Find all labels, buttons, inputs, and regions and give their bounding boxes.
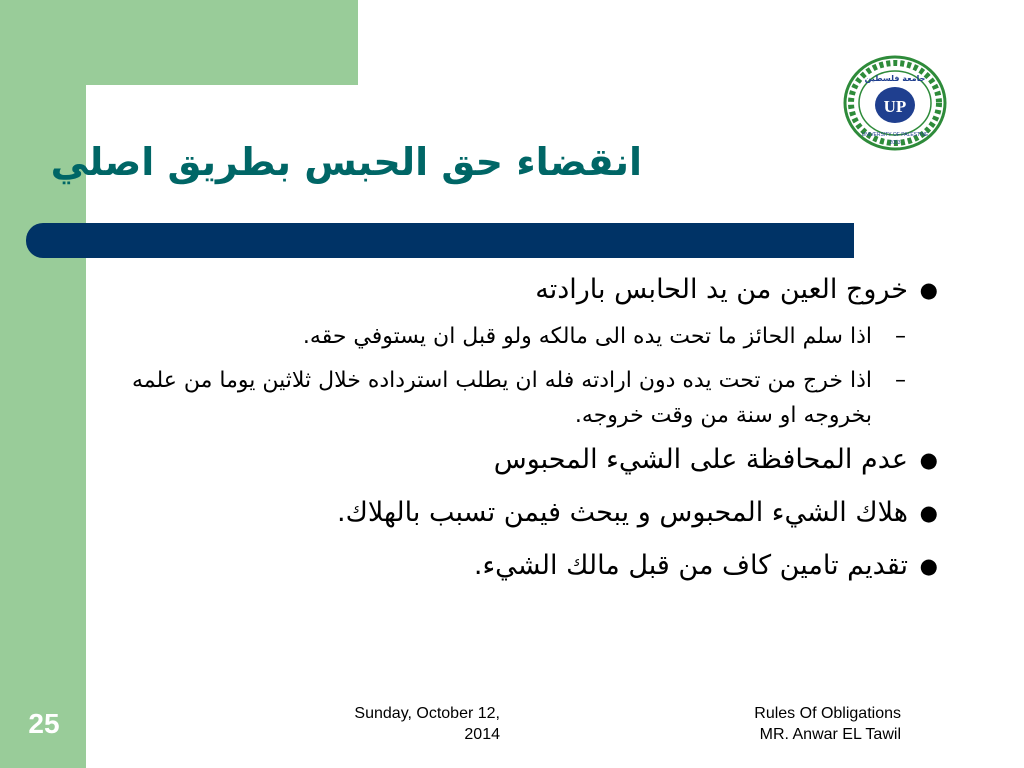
logo-initials: UP xyxy=(883,97,907,116)
slide-title: انقضاء حق الحبس بطريق اصلي xyxy=(50,140,642,184)
sub-list xyxy=(110,319,940,433)
logo-arabic-text: جامعة فلسطين xyxy=(864,74,926,83)
slide-content xyxy=(110,272,940,601)
left-green-band xyxy=(0,0,86,768)
bullet-text: عدم المحافظة على الشيء المحبوس xyxy=(493,444,908,475)
sub-item-text: اذا خرج من تحت يده دون ارادته فله ان يطلب استرداده خلال ثلاثين يوما من علمه بخروجه او سنة من وقت خروجه. xyxy=(131,368,872,428)
footer-date xyxy=(300,703,500,745)
footer-course-title: Rules Of Obligations xyxy=(754,705,901,722)
bullet-item xyxy=(110,442,940,478)
university-logo xyxy=(843,55,947,151)
footer-date-line2: 2014 xyxy=(464,726,500,743)
bullet-dot: ● xyxy=(919,554,938,578)
bullet-text: خروج العين من يد الحابس بارادته xyxy=(535,274,908,305)
footer-instructor: MR. Anwar EL Tawil xyxy=(759,726,901,743)
bullet-item xyxy=(110,495,940,531)
sub-item-text: اذا سلم الحائز ما تحت يده الى مالكه ولو قبل ان يستوفي حقه. xyxy=(302,324,872,349)
page-number: 25 xyxy=(28,708,60,739)
sub-item xyxy=(110,319,940,354)
bullet-dot: ● xyxy=(919,448,938,472)
bullet-dot: ● xyxy=(919,278,938,302)
bullet-item xyxy=(110,272,940,308)
title-underline-bar xyxy=(26,223,854,258)
bullet-item xyxy=(110,548,940,584)
bullet-text: تقديم تامين كاف من قبل مالك الشيء. xyxy=(473,550,908,581)
footer-course xyxy=(660,703,901,745)
logo-english-text: UNIVERSITY OF PALESTINE xyxy=(861,132,929,138)
logo-year: 2003 xyxy=(889,140,901,146)
sub-item xyxy=(110,363,940,433)
sub-dash: – xyxy=(895,324,906,349)
top-green-band xyxy=(0,0,358,85)
footer-date-line1: Sunday, October 12, xyxy=(354,705,500,722)
sub-dash: – xyxy=(895,368,906,393)
bullet-text: هلاك الشيء المحبوس و يبحث فيمن تسبب بالهلاك. xyxy=(337,497,908,528)
bullet-dot: ● xyxy=(919,501,938,525)
